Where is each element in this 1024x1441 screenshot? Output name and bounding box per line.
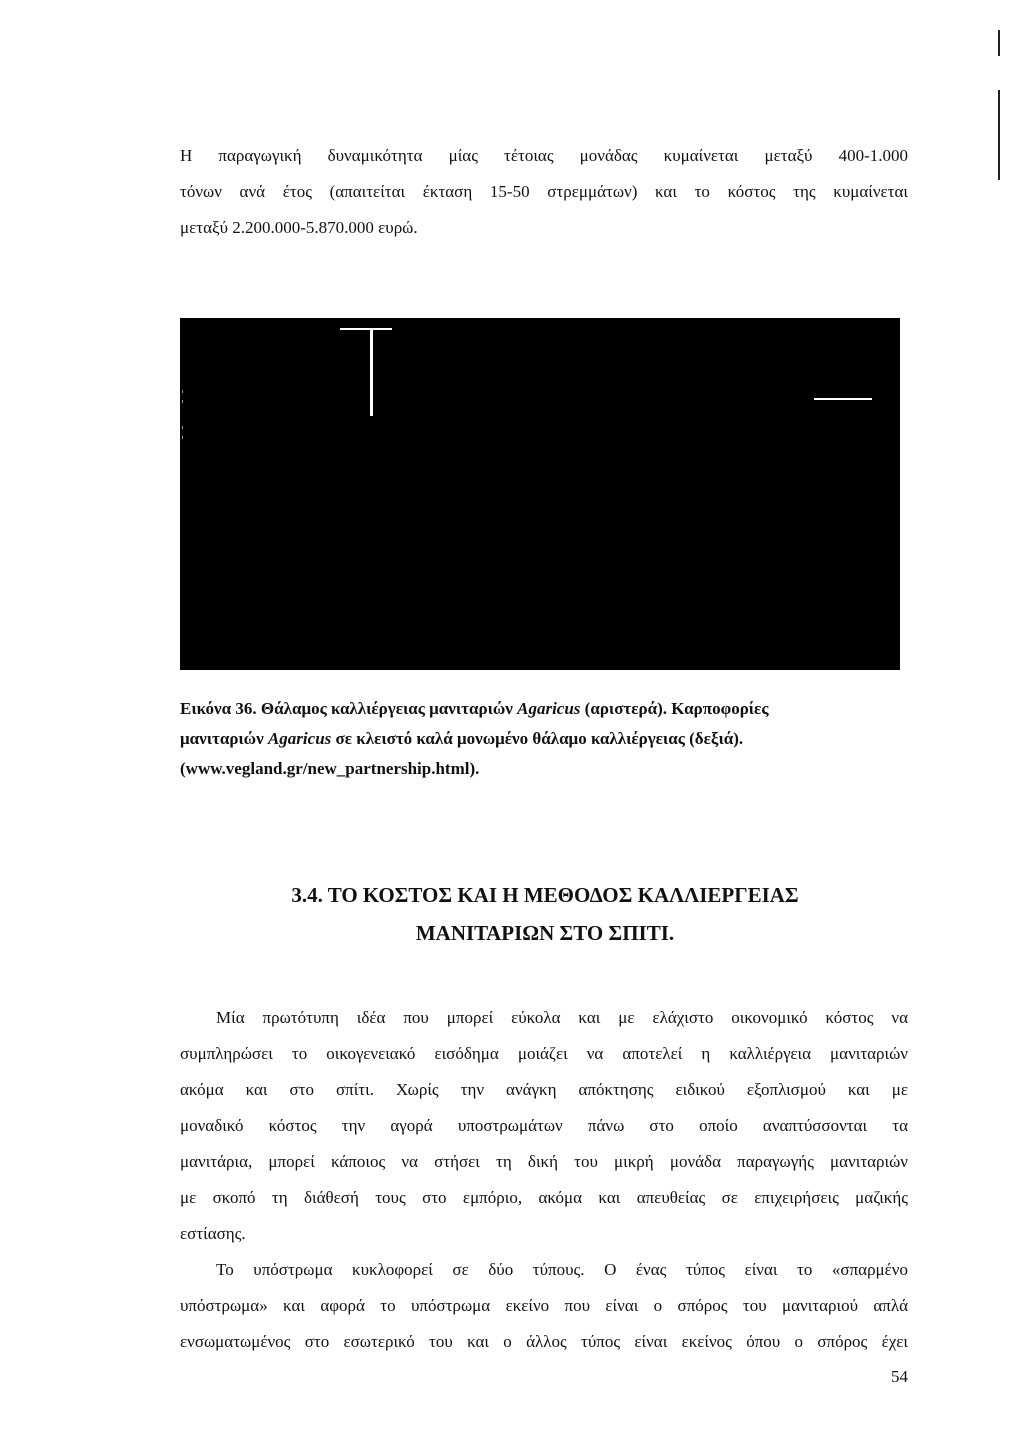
- page-number: 54: [891, 1367, 908, 1386]
- photo-speck: [182, 390, 183, 393]
- caption-text: σε κλειστό καλά μονωμένο θάλαμο καλλιέργειας (δεξιά).: [331, 729, 744, 748]
- body-line: μανιτάρια, μπορεί κάποιος να στήσει τη δική του μικρή μονάδα παραγωγής μανιταριών: [180, 1152, 908, 1171]
- body-line: εστίασης.: [180, 1224, 246, 1243]
- photo-light-bar: [370, 330, 373, 416]
- scan-edge-mark: [998, 90, 1000, 180]
- heading-line: 3.4. ΤΟ ΚΟΣΤΟΣ ΚΑΙ Η ΜΕΘΟΔΟΣ ΚΑΛΛΙΕΡΓΕΙΑΣ: [291, 883, 799, 907]
- photo-speck: [182, 400, 183, 403]
- intro-line: Η παραγωγική δυναμικότητα μίας τέτοιας μονάδας κυμαίνεται μεταξύ 400-1.000: [180, 146, 908, 165]
- scan-edge-mark: [998, 30, 1000, 56]
- caption-text: μανιταριών: [180, 729, 268, 748]
- body-line: μοναδικό κόστος την αγορά υποστρωμάτων πάνω στο οποίο αναπτύσσονται τα: [180, 1116, 908, 1135]
- photo-light-bar: [340, 328, 392, 330]
- body-line: υπόστρωμα» και αφορά το υπόστρωμα εκείνο που είναι ο σπόρος του μανιταριού απλά: [180, 1296, 908, 1315]
- body-line: ενσωματωμένος στο εσωτερικό του και ο άλλος τύπος είναι εκείνος όπου ο σπόρος έχει: [180, 1332, 908, 1351]
- body-paragraph: [180, 1252, 908, 1360]
- section-heading: [180, 876, 910, 952]
- caption-line: [180, 724, 910, 754]
- body-line: με σκοπό τη διάθεσή τους στο εμπόριο, ακόμα και απευθείας σε επιχειρήσεις μαζικής: [180, 1188, 908, 1207]
- caption-line: [180, 694, 910, 724]
- photo-speck: [182, 436, 183, 439]
- body-line: ακόμα και στο σπίτι. Χωρίς την ανάγκη απόκτησης ειδικού εξοπλισμού και με: [180, 1080, 908, 1099]
- intro-paragraph: [180, 138, 908, 246]
- intro-line: τόνων ανά έτος (απαιτείται έκταση 15-50 στρεμμάτων) και το κόστος της κυμαίνεται: [180, 182, 908, 201]
- caption-source: (www.vegland.gr/new_partnership.html).: [180, 759, 480, 778]
- body-paragraph: [180, 1000, 908, 1252]
- caption-species: Agaricus: [267, 729, 332, 748]
- caption-text: (αριστερά). Καρποφορίες: [580, 699, 769, 718]
- figure-photo: [180, 318, 900, 670]
- intro-line: μεταξύ 2.200.000-5.870.000 ευρώ.: [180, 218, 418, 237]
- heading-line: ΜΑΝΙΤΑΡΙΩΝ ΣΤΟ ΣΠΙΤΙ.: [415, 921, 675, 945]
- caption-species: Agaricus: [517, 699, 581, 718]
- caption-text: Εικόνα 36. Θάλαμος καλλιέργειας μανιταριών: [180, 699, 518, 718]
- photo-light-bar: [814, 398, 872, 400]
- figure-caption: [180, 694, 910, 784]
- body-line: Το υπόστρωμα κυκλοφορεί σε δύο τύπους. Ο ένας τύπος είναι το «σπαρμένο: [216, 1260, 908, 1279]
- body-line: Μία πρωτότυπη ιδέα που μπορεί εύκολα και με ελάχιστο οικονομικό κόστος να: [216, 1008, 908, 1027]
- photo-speck: [182, 426, 183, 429]
- body-line: συμπληρώσει το οικογενειακό εισόδημα μοιάζει να αποτελεί η καλλιέργεια μανιταριών: [180, 1044, 908, 1063]
